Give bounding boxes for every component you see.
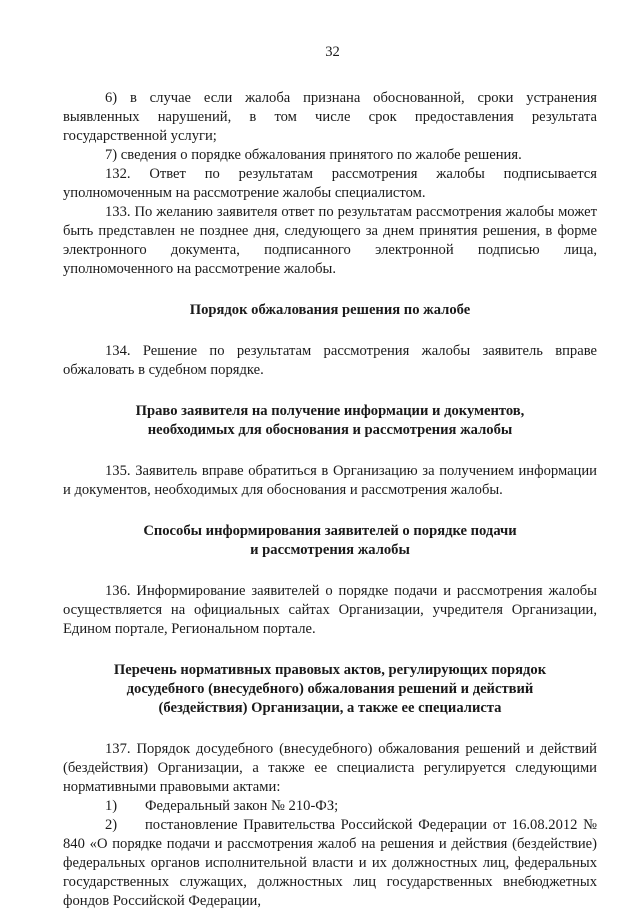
heading-line: и рассмотрения жалобы <box>250 542 410 558</box>
heading-line: (бездействия) Организации, а также ее специалиста <box>158 700 502 716</box>
document-body <box>63 89 597 911</box>
paragraph-item-7: 7) сведения о порядке обжалования принятого по жалобе решения. <box>105 147 522 163</box>
heading-line: Способы информирования заявителей о порядке подачи <box>143 523 517 539</box>
list-item-number: 2) <box>105 817 118 833</box>
heading-line: досудебного (внесудебного) обжалования решений и действий <box>126 681 534 697</box>
paragraph-134: 134. Решение по результатам рассмотрения жалобы заявитель вправе обжаловать в судебном порядке. <box>63 343 597 378</box>
heading-line: Право заявителя на получение информации и документов, <box>135 403 525 419</box>
section-heading-legal-acts <box>63 661 597 718</box>
paragraph-135: 135. Заявитель вправе обратиться в Организацию за получением информации и документов, необходимых для обоснования и рассмотрения жалобы. <box>63 463 597 498</box>
paragraph-133: 133. По желанию заявителя ответ по результатам рассмотрения жалобы может быть представлен не позднее дня, следующего за днем принятия решения, в форме электронного документа, подписанного электронной подписью лица, уполномоченного на рассмотрение жалобы. <box>63 204 597 277</box>
list-item <box>63 797 597 816</box>
page-number: 32 <box>325 44 340 60</box>
paragraph-137: 137. Порядок досудебного (внесудебного) обжалования решений и действий (бездействия) Организации, а также ее специалиста регулируется следующими нормативными правовыми актами: <box>63 741 597 795</box>
paragraph-132: 132. Ответ по результатам рассмотрения жалобы подписывается уполномоченным на рассмотрение жалобы специалистом. <box>63 166 597 201</box>
section-heading-informing-methods <box>63 522 597 560</box>
paragraph-item-6: 6) в случае если жалоба признана обоснованной, сроки устранения выявленных нарушений, в том числе срок предоставления результата государственной услуги; <box>63 90 597 144</box>
section-heading-right-to-information <box>63 402 597 440</box>
section-heading-appeal-order: Порядок обжалования решения по жалобе <box>189 302 471 318</box>
paragraph-136: 136. Информирование заявителей о порядке подачи и рассмотрения жалобы осуществляется на официальных сайтах Организации, учредителя Организации, Едином портале, Региональном портале. <box>63 583 597 637</box>
list-item-text: Федеральный закон № 210-ФЗ; <box>145 798 339 814</box>
list-item-text: постановление Правительства Российской Федерации от 16.08.2012 № 840 «О порядке подачи и рассмотрения жалоб на решения и действия (бездействие) федеральных органов исполнительной власти и их должностных лиц, федеральных государственных служащих, должностных лиц государственных внебюджетных фондов Российской Федерации, <box>63 817 597 909</box>
list-item-number: 1) <box>105 798 118 814</box>
list-item <box>63 816 597 911</box>
heading-line: Перечень нормативных правовых актов, регулирующих порядок <box>113 662 547 678</box>
heading-line: необходимых для обоснования и рассмотрения жалобы <box>147 422 513 438</box>
